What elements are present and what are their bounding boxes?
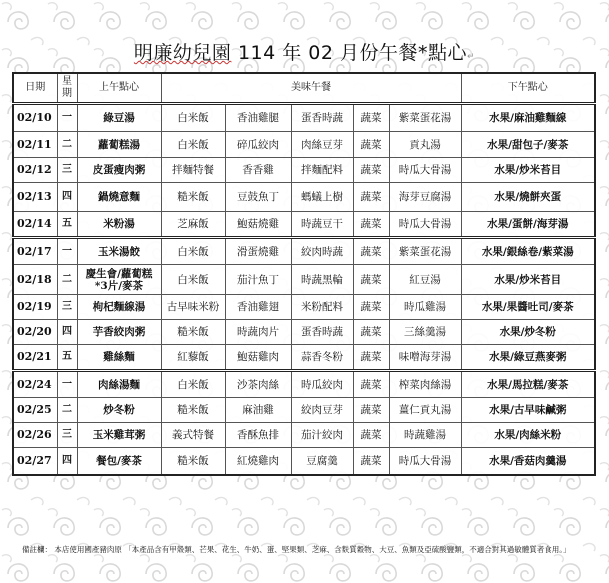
lunch-main-cell: 香酥魚排 <box>225 423 291 448</box>
lunch-vegetable-cell: 蔬菜 <box>353 183 389 212</box>
lunch-soup-cell: 海芽豆腐湯 <box>389 183 461 212</box>
lunch-vegetable-cell: 蔬菜 <box>353 398 389 423</box>
lunch-vegetable-cell: 蔬菜 <box>353 104 389 132</box>
am-snack-cell: 慶生會/蘿蔔糕*3片/麥茶 <box>77 265 161 295</box>
date-cell: 02/24 <box>13 371 57 398</box>
pm-snack-cell: 水果/炒米苔目 <box>461 265 595 295</box>
weekday-cell: 一 <box>57 238 77 265</box>
header-am-snack: 上午點心 <box>77 73 161 104</box>
lunch-main-cell: 香油雞腿 <box>225 104 291 132</box>
lunch-staple-cell: 糙米飯 <box>161 398 225 423</box>
pm-snack-cell: 水果/燒餅夾蛋 <box>461 183 595 212</box>
am-snack-cell: 芋香絞肉粥 <box>77 320 161 345</box>
table-row <box>13 265 595 295</box>
lunch-soup-cell: 紫菜蛋花湯 <box>389 238 461 265</box>
lunch-main-cell: 鮑菇雞肉 <box>225 345 291 371</box>
lunch-main-cell: 碎瓜絞肉 <box>225 132 291 158</box>
lunch-soup-cell: 貢丸湯 <box>389 132 461 158</box>
lunch-side-cell: 蒜香冬粉 <box>291 345 353 371</box>
lunch-staple-cell: 糙米飯 <box>161 183 225 212</box>
lunch-vegetable-cell: 蔬菜 <box>353 158 389 183</box>
lunch-vegetable-cell: 蔬菜 <box>353 238 389 265</box>
table-row <box>13 158 595 183</box>
lunch-side-cell: 蛋香時蔬 <box>291 104 353 132</box>
date-cell: 02/13 <box>13 183 57 212</box>
lunch-vegetable-cell: 蔬菜 <box>353 423 389 448</box>
lunch-soup-cell: 味噌海芽湯 <box>389 345 461 371</box>
lunch-staple-cell: 白米飯 <box>161 104 225 132</box>
date-cell: 02/27 <box>13 448 57 475</box>
weekday-cell: 五 <box>57 212 77 238</box>
lunch-staple-cell: 紅藜飯 <box>161 345 225 371</box>
pm-snack-cell: 水果/甜包子/麥茶 <box>461 132 595 158</box>
weekday-cell: 二 <box>57 132 77 158</box>
weekday-cell: 三 <box>57 423 77 448</box>
lunch-main-cell: 麻油雞 <box>225 398 291 423</box>
lunch-main-cell: 時蔬肉片 <box>225 320 291 345</box>
lunch-soup-cell: 時蔬雞湯 <box>389 423 461 448</box>
am-snack-cell: 肉絲湯麵 <box>77 371 161 398</box>
title-period: 114 年 02 月份午餐*點心 <box>231 42 468 64</box>
lunch-staple-cell: 白米飯 <box>161 238 225 265</box>
lunch-vegetable-cell: 蔬菜 <box>353 320 389 345</box>
lunch-vegetable-cell: 蔬菜 <box>353 295 389 320</box>
date-cell: 02/11 <box>13 132 57 158</box>
lunch-menu-table <box>12 72 596 476</box>
lunch-side-cell: 時蔬豆干 <box>291 212 353 238</box>
table-row <box>13 238 595 265</box>
lunch-staple-cell: 白米飯 <box>161 371 225 398</box>
date-cell: 02/19 <box>13 295 57 320</box>
date-cell: 02/14 <box>13 212 57 238</box>
pm-snack-cell: 水果/古早味鹹粥 <box>461 398 595 423</box>
am-snack-cell: 鍋燒意麵 <box>77 183 161 212</box>
pm-snack-cell: 水果/肉絲米粉 <box>461 423 595 448</box>
table-row <box>13 423 595 448</box>
lunch-staple-cell: 白米飯 <box>161 265 225 295</box>
am-snack-cell: 餐包/麥茶 <box>77 448 161 475</box>
weekday-cell: 一 <box>57 104 77 132</box>
lunch-soup-cell: 時瓜大骨湯 <box>389 158 461 183</box>
lunch-soup-cell: 薑仁貢丸湯 <box>389 398 461 423</box>
lunch-soup-cell: 榨菜肉絲湯 <box>389 371 461 398</box>
header-row <box>13 73 595 104</box>
lunch-main-cell: 香香雞 <box>225 158 291 183</box>
lunch-side-cell: 絞肉豆芽 <box>291 398 353 423</box>
pm-snack-cell: 水果/麻油雞麵線 <box>461 104 595 132</box>
header-pm-snack: 下午點心 <box>461 73 595 104</box>
table-row <box>13 371 595 398</box>
lunch-vegetable-cell: 蔬菜 <box>353 132 389 158</box>
table-row <box>13 183 595 212</box>
date-cell: 02/18 <box>13 265 57 295</box>
table-row <box>13 448 595 475</box>
lunch-side-cell: 螞蟻上樹 <box>291 183 353 212</box>
lunch-staple-cell: 白米飯 <box>161 132 225 158</box>
lunch-vegetable-cell: 蔬菜 <box>353 371 389 398</box>
am-snack-cell: 蘿蔔糕湯 <box>77 132 161 158</box>
am-snack-cell: 玉米雞茸粥 <box>77 423 161 448</box>
am-snack-cell: 綠豆湯 <box>77 104 161 132</box>
pm-snack-cell: 水果/綠豆燕麥粥 <box>461 345 595 371</box>
lunch-side-cell: 時蔬黑輪 <box>291 265 353 295</box>
lunch-soup-cell: 時瓜大骨湯 <box>389 212 461 238</box>
return-mark: ↵ <box>467 52 476 62</box>
table-row <box>13 320 595 345</box>
lunch-main-cell: 紅燒雞肉 <box>225 448 291 475</box>
table-row <box>13 345 595 371</box>
lunch-staple-cell: 芝麻飯 <box>161 212 225 238</box>
am-snack-cell: 皮蛋瘦肉粥 <box>77 158 161 183</box>
lunch-soup-cell: 三絲羹湯 <box>389 320 461 345</box>
lunch-main-cell: 沙茶肉絲 <box>225 371 291 398</box>
am-snack-cell: 雞絲麵 <box>77 345 161 371</box>
lunch-vegetable-cell: 蔬菜 <box>353 448 389 475</box>
lunch-vegetable-cell: 蔬菜 <box>353 345 389 371</box>
lunch-soup-cell: 時瓜大骨湯 <box>389 448 461 475</box>
header-lunch: 美味午餐 <box>161 73 461 104</box>
date-cell: 02/25 <box>13 398 57 423</box>
am-snack-cell: 炒冬粉 <box>77 398 161 423</box>
lunch-staple-cell: 義式特餐 <box>161 423 225 448</box>
table-row <box>13 212 595 238</box>
table-row <box>13 104 595 132</box>
weekday-cell: 三 <box>57 295 77 320</box>
lunch-main-cell: 鮑菇燒雞 <box>225 212 291 238</box>
table-row <box>13 295 595 320</box>
allergen-note: 備註欄： 本店使用國產豬肉原 「本產品含有甲殼類、芒果、花生、牛奶、蛋、堅果類、芝麻、含麩質穀物、大豆、魚類及亞硫酸鹽類，不適合對其過敏體質者食用。」 <box>22 545 571 554</box>
lunch-vegetable-cell: 蔬菜 <box>353 212 389 238</box>
pm-snack-cell: 水果/馬拉糕/麥茶 <box>461 371 595 398</box>
date-cell: 02/26 <box>13 423 57 448</box>
weekday-cell: 四 <box>57 183 77 212</box>
date-cell: 02/12 <box>13 158 57 183</box>
weekday-cell: 二 <box>57 265 77 295</box>
pm-snack-cell: 水果/果醬吐司/麥茶 <box>461 295 595 320</box>
pm-snack-cell: 水果/銀絲卷/紫菜湯 <box>461 238 595 265</box>
lunch-staple-cell: 糙米飯 <box>161 448 225 475</box>
weekday-cell: 四 <box>57 448 77 475</box>
lunch-staple-cell: 拌麵特餐 <box>161 158 225 183</box>
weekday-cell: 一 <box>57 371 77 398</box>
weekday-cell: 五 <box>57 345 77 371</box>
am-snack-cell: 米粉湯 <box>77 212 161 238</box>
lunch-side-cell: 茄汁絞肉 <box>291 423 353 448</box>
page-title <box>0 38 609 65</box>
lunch-main-cell: 香油雞翅 <box>225 295 291 320</box>
lunch-side-cell: 時瓜絞肉 <box>291 371 353 398</box>
lunch-side-cell: 拌麵配料 <box>291 158 353 183</box>
weekday-cell: 四 <box>57 320 77 345</box>
pm-snack-cell: 水果/炒米苔目 <box>461 158 595 183</box>
lunch-soup-cell: 時瓜雞湯 <box>389 295 461 320</box>
lunch-main-cell: 豆鼓魚丁 <box>225 183 291 212</box>
am-snack-cell: 枸杞麵線湯 <box>77 295 161 320</box>
lunch-staple-cell: 古早味米粉 <box>161 295 225 320</box>
weekday-cell: 二 <box>57 398 77 423</box>
lunch-soup-cell: 紅豆湯 <box>389 265 461 295</box>
pm-snack-cell: 水果/蛋餅/海芽湯 <box>461 212 595 238</box>
header-date: 日期 <box>13 73 57 104</box>
menu-body <box>13 104 595 475</box>
lunch-staple-cell: 糙米飯 <box>161 320 225 345</box>
lunch-main-cell: 滑蛋燒雞 <box>225 238 291 265</box>
lunch-side-cell: 豆腐羹 <box>291 448 353 475</box>
kindergarten-name: 明廉幼兒園 <box>133 42 232 64</box>
lunch-vegetable-cell: 蔬菜 <box>353 265 389 295</box>
header-weekday: 星期 <box>57 73 77 104</box>
lunch-soup-cell: 紫菜蛋花湯 <box>389 104 461 132</box>
am-snack-cell: 玉米湯餃 <box>77 238 161 265</box>
table-row <box>13 398 595 423</box>
pm-snack-cell: 水果/香菇肉羹湯 <box>461 448 595 475</box>
lunch-side-cell: 米粉配料 <box>291 295 353 320</box>
lunch-main-cell: 茄汁魚丁 <box>225 265 291 295</box>
pm-snack-cell: 水果/炒冬粉 <box>461 320 595 345</box>
lunch-side-cell: 絞肉時蔬 <box>291 238 353 265</box>
date-cell: 02/20 <box>13 320 57 345</box>
date-cell: 02/10 <box>13 104 57 132</box>
lunch-side-cell: 肉絲豆芽 <box>291 132 353 158</box>
weekday-cell: 三 <box>57 158 77 183</box>
table-row <box>13 132 595 158</box>
date-cell: 02/17 <box>13 238 57 265</box>
lunch-side-cell: 蛋香時蔬 <box>291 320 353 345</box>
date-cell: 02/21 <box>13 345 57 371</box>
